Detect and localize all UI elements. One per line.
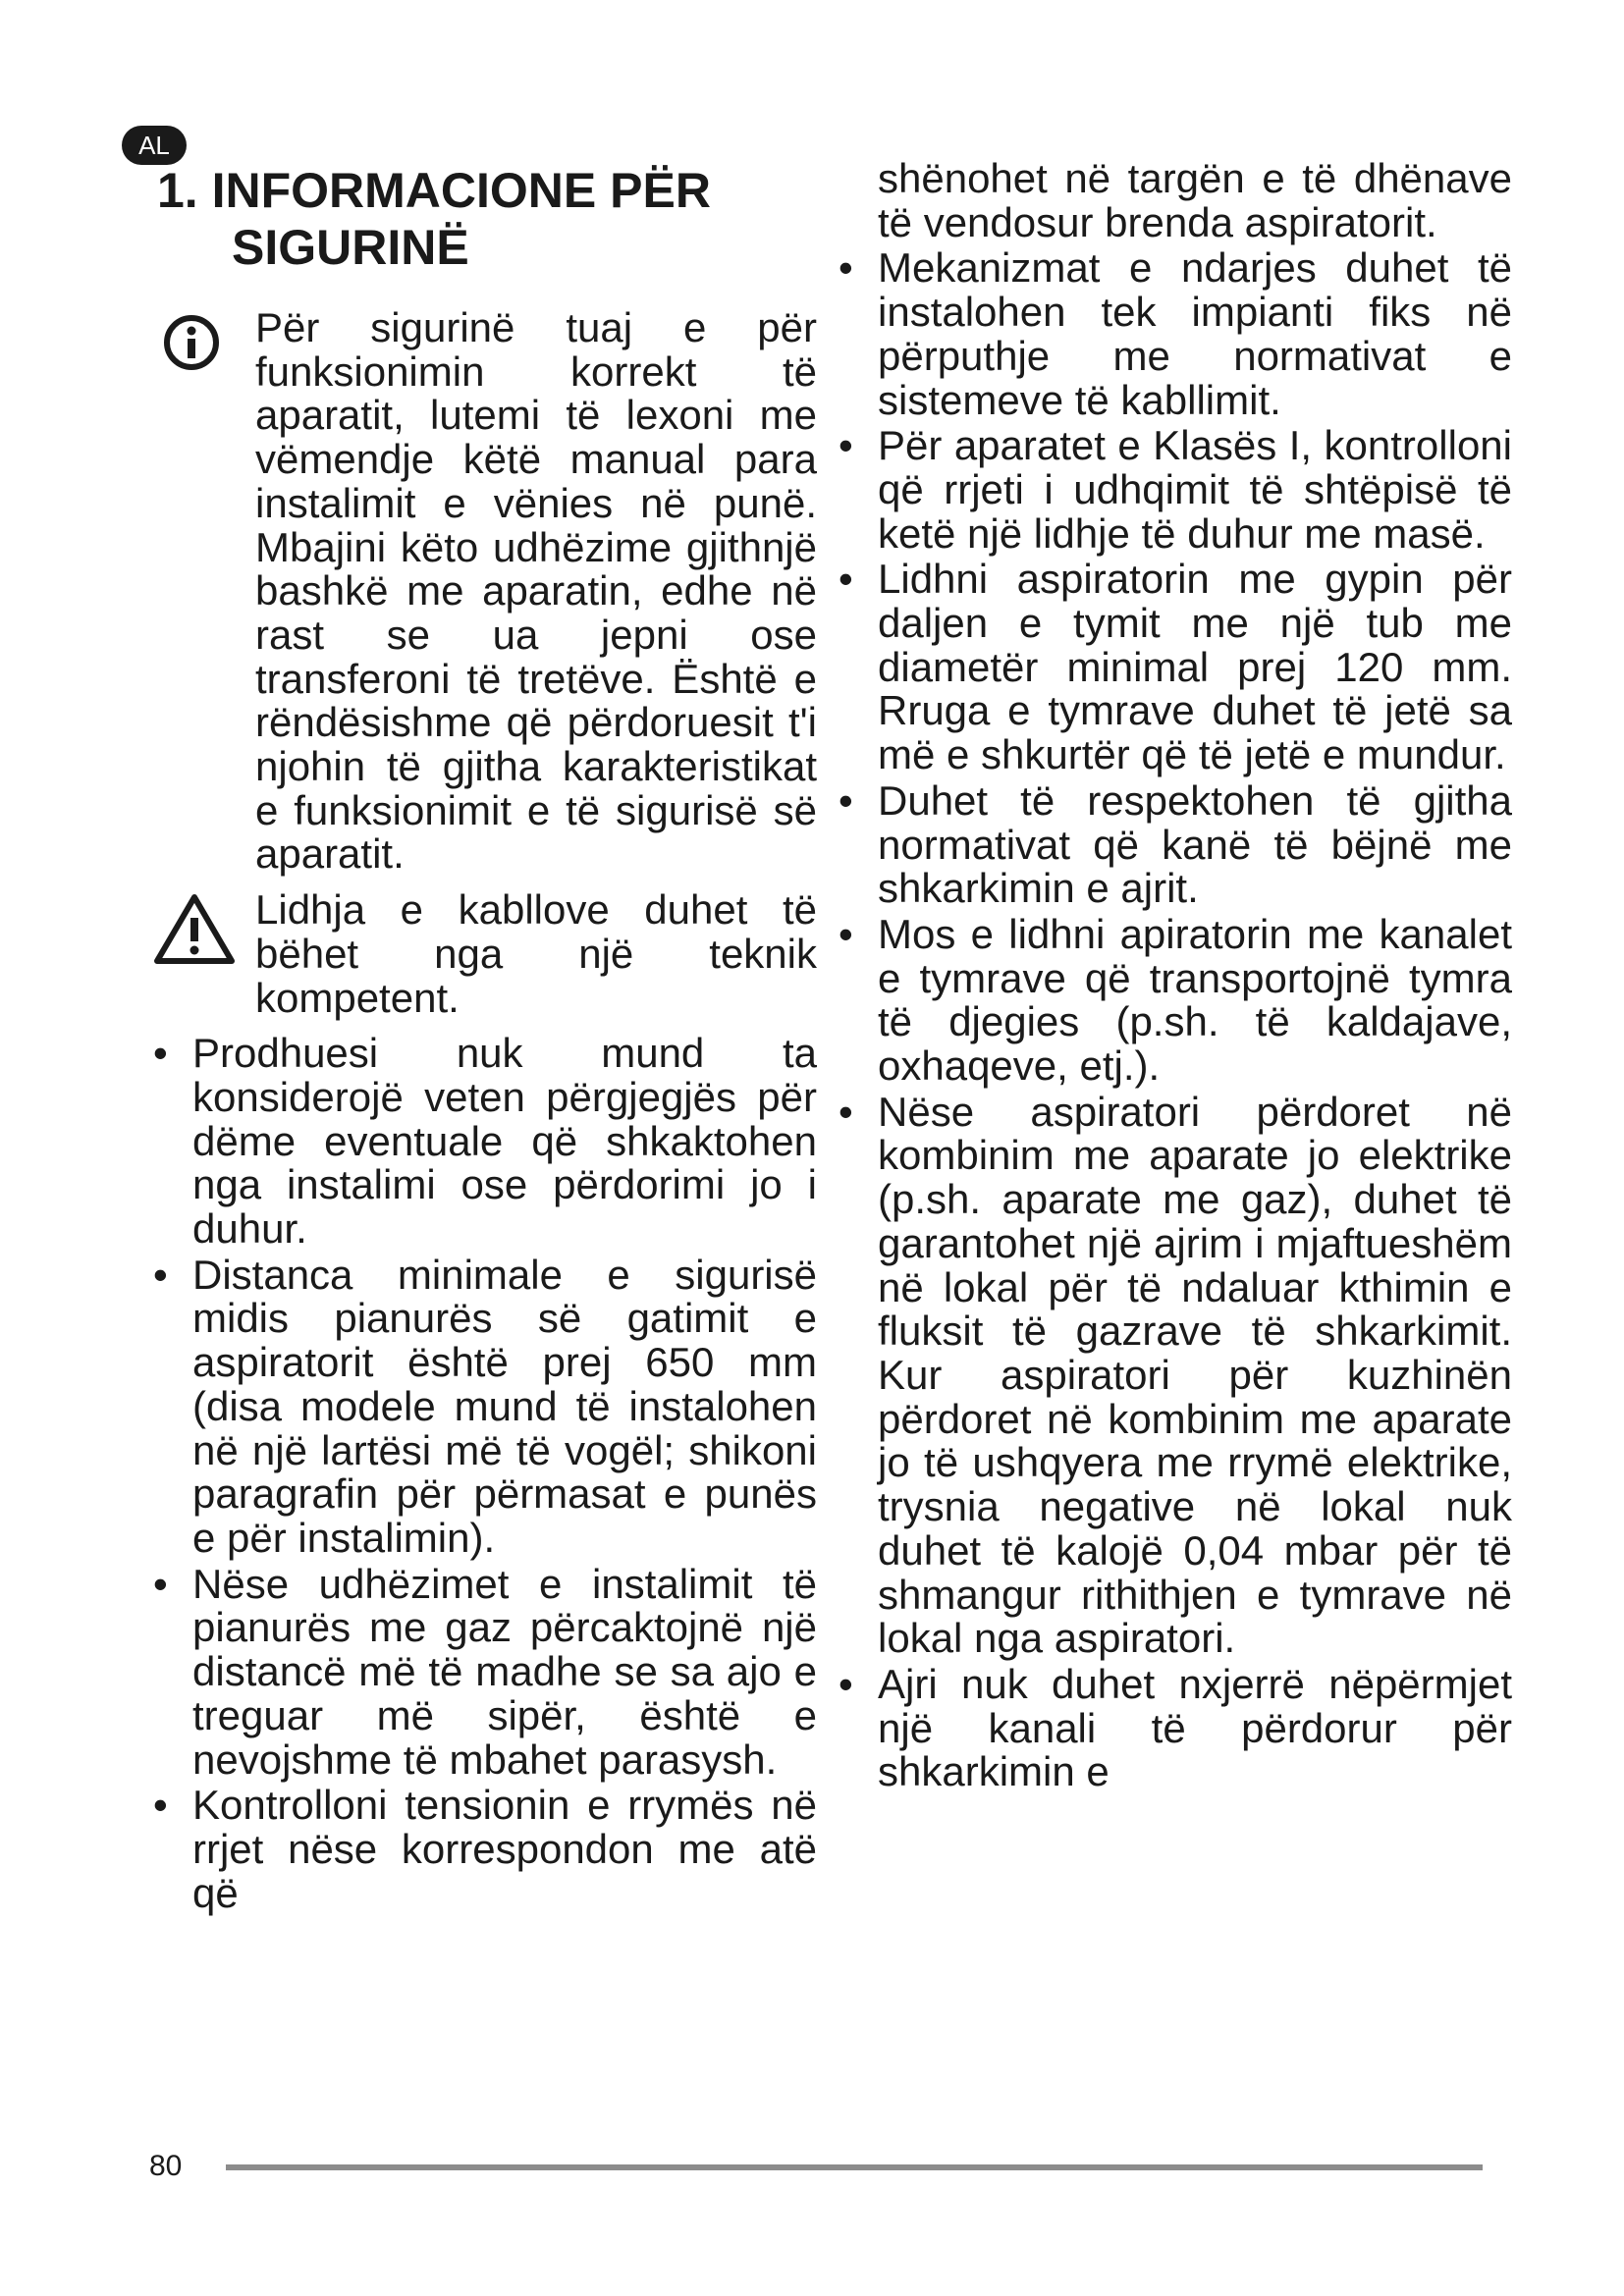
list-item <box>835 424 1512 556</box>
list-item-text: Prodhuesi nuk mund ta konsiderojë veten përgjegjës për dëme eventuale që shkaktohen nga instalimi ose përdorimi jo i duhur. <box>192 1030 817 1253</box>
bullet-dot: • <box>839 1088 853 1135</box>
list-item <box>149 1784 817 1915</box>
list-item-text: Nëse aspiratori përdoret në kombinim me aparate jo elektrike (p.sh. aparate me gaz), duhet të garantohet një ajrim i mjaftueshëm në lokal për të ndaluar kthimin e fluksit të gazrave të shkarkimit. Kur aspiratori për kuzhinën përdoret në kombinim me aparate jo të ushqyera me rrymë elektrike, trysnia negative në lokal nuk duhet të kalojë 0,04 mbar për të shmangur rithithjen e tymrave në lokal nga aspiratori. <box>878 1088 1512 1662</box>
bullet-dot: • <box>153 1030 168 1077</box>
list-item-text: Kontrolloni tensionin e rrymës në rrjet nëse korrespondon me atë që <box>192 1782 817 1916</box>
list-item <box>835 1660 1512 1795</box>
heading-line-1: 1. INFORMACIONE PËR <box>157 163 711 218</box>
bullet-dot: • <box>839 910 853 957</box>
list-item <box>835 246 1512 422</box>
list-item <box>835 1088 1512 1662</box>
bullet-dot: • <box>839 776 853 824</box>
heading-line-2: SIGURINË <box>232 220 469 275</box>
bullet-dot: • <box>153 1782 168 1829</box>
list-item <box>835 776 1512 912</box>
bullet-dot: • <box>153 1560 168 1607</box>
warning-note-text: Lidhja e kabllove duhet të bëhet nga një teknik kompetent. <box>255 886 817 1021</box>
list-item <box>835 910 1512 1090</box>
page-number: 80 <box>149 2150 183 2182</box>
bullet-dot: • <box>839 244 853 292</box>
list-item-text: Ajri nuk duhet nxjerrë nëpërmjet një kanali të përdorur për shkarkimin e <box>878 1660 1512 1795</box>
bullet-dot: • <box>839 556 853 603</box>
list-item-text: Lidhni aspiratorin me gypin për daljen e tymit me një tub me diametër minimal prej 120 mm. Rruga e tymrave duhet të jetë sa më e shkurtër që të jetë e mundur. <box>878 556 1512 778</box>
footer-divider <box>226 2164 1483 2170</box>
list-item-text: Nëse udhëzimet e instalimit të pianurës me gaz përcaktojnë një distancë më të madhe se sa ajo e treguar më sipër, është e nevojshme të mbahet parasysh. <box>192 1560 817 1783</box>
list-item-text: Distanca minimale e sigurisë midis pianurës së gatimit e aspiratorit është prej 650 mm (disa modele mund të instalohen në një lartësi më të vogël; shikoni paragrafin për përmasat e punës e për instalimin). <box>192 1251 817 1561</box>
info-note <box>149 306 817 877</box>
bullet-dot: • <box>153 1251 168 1298</box>
right-column <box>835 157 1512 1796</box>
list-item-text: Për aparatet e Klasës I, kontrolloni që rrjeti i udhqimit të shtëpisë të ketë një lidhje të duhur me masë. <box>878 422 1512 557</box>
bullet-dot: • <box>839 1660 853 1707</box>
list-item <box>149 1032 817 1252</box>
left-column <box>149 306 817 1917</box>
list-item-text: Mos e lidhni apiratorin me kanalet e tymrave që transportojnë tymra të djegies (p.sh. të kaldajave, oxhaqeve, etj.). <box>878 910 1512 1090</box>
warning-icon <box>153 892 236 974</box>
language-badge: AL <box>122 126 187 165</box>
list-item-text: Duhet të respektohen të gjitha normativat që kanë të bëjnë me shkarkimin e ajrit. <box>878 776 1512 912</box>
list-item <box>149 1251 817 1561</box>
list-item <box>835 558 1512 777</box>
list-item <box>149 1560 817 1783</box>
info-icon <box>163 314 220 380</box>
section-heading <box>157 162 825 276</box>
warning-note <box>149 888 817 1020</box>
list-item-text: Mekanizmat e ndarjes duhet të instalohen tek impianti fiks në përputhje me normativat e sistemeve të kabllimit. <box>878 244 1512 423</box>
bullet-dot: • <box>839 422 853 469</box>
continued-text: shënohet në targën e të dhënave të vendosur brenda aspiratorit. <box>878 155 1512 245</box>
info-note-text: Për sigurinë tuaj e për funksionimin korrekt të aparatit, lutemi të lexoni me vëmendje këtë manual para instalimit e vënies në punë. Mbajini këto udhëzime gjithnjë bashkë me aparatin, edhe në rast se ua jepni ose transferoni të tretëve. Është e rëndësishme që përdoruesit t'i njohin të gjitha karakteristikat e funksionimit e të sigurisë së aparatit. <box>255 304 817 878</box>
